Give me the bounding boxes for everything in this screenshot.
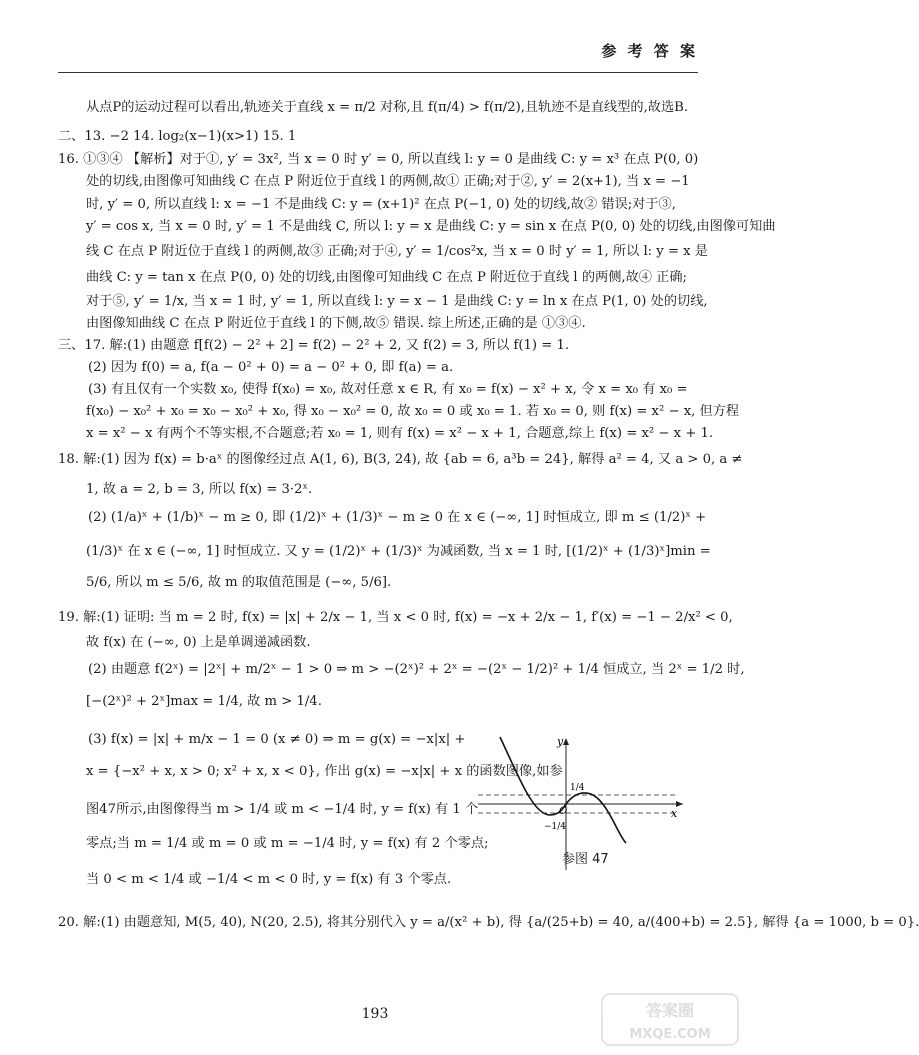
text-line: (1/3)ˣ 在 x ∈ (−∞, 1] 时恒成立. 又 y = (1/2)ˣ + (1/3)ˣ 为减函数, 当 x = 1 时, [(1/2)ˣ + (1/3)ˣ]min = (86, 544, 711, 559)
text-line: 零点;当 m = 1/4 或 m = 0 或 m = −1/4 时, y = f(x) 有 2 个零点; (86, 836, 489, 851)
text-line: x = {−x² + x, x > 0; x² + x, x < 0}, 作出 g(x) = −x|x| + x 的函数图像,如参 (86, 764, 563, 779)
text-line: 故 f(x) 在 (−∞, 0) 上是单调递减函数. (86, 635, 311, 650)
y-axis-arrow-icon (563, 738, 569, 745)
x-axis-label: x (671, 807, 678, 820)
text-line: 时, y′ = 0, 所以直线 l: x = −1 不是曲线 C: y = (x+1)² 在点 P(−1, 0) 处的切线,故② 错误;对于③, (86, 197, 676, 212)
svg-text:MXQE.COM: MXQE.COM (629, 1027, 711, 1042)
figure-caption: 参图 47 (562, 852, 609, 867)
y-axis-label: y (557, 735, 564, 748)
watermark-logo (600, 992, 740, 1047)
text-line: (2) (1/a)ˣ + (1/b)ˣ − m ≥ 0, 即 (1/2)ˣ + (1/3)ˣ − m ≥ 0 在 x ∈ (−∞, 1] 时恒成立, 即 m ≤ (1/2)ˣ + (88, 510, 707, 525)
text-line: 处的切线,由图像可知曲线 C 在点 P 附近位于直线 l 的两侧,故① 正确;对于②, y′ = 2(x+1), 当 x = −1 (86, 174, 690, 189)
text-line: 对于⑤, y′ = 1/x, 当 x = 1 时, y′ = 1, 所以直线 l: y = x − 1 是曲线 C: y = ln x 在点 P(1, 0) 处的切线, (86, 294, 708, 309)
text-line: 5/6, 所以 m ≤ 5/6, 故 m 的取值范围是 (−∞, 5/6]. (86, 575, 392, 590)
header-divider (58, 72, 698, 73)
text-line: x = x² − x 有两个不等实根,不合题意;若 x₀ = 1, 则有 f(x) = x² − x + 1, 合题意,综上 f(x) = x² − x + 1. (86, 426, 714, 441)
text-line: 16. ①③④ 【解析】对于①, y′ = 3x², 当 x = 0 时 y′ = 0, 所以直线 l: y = 0 是曲线 C: y = x³ 在点 P(0, 0) (58, 152, 699, 167)
label-neg-quarter: −1/4 (544, 822, 567, 832)
text-line: 由图像知曲线 C 在点 P 附近位于直线 l 的下侧,故⑤ 错误. 综上所述,正确的是 ①③④. (86, 316, 586, 331)
text-line: 图47所示,由图像得当 m > 1/4 或 m < −1/4 时, y = f(x) 有 1 个 (86, 802, 479, 817)
text-line: [−(2ˣ)² + 2ˣ]max = 1/4, 故 m > 1/4. (86, 694, 322, 709)
page-number: 193 (361, 1006, 389, 1022)
page-header-title: 参 考 答 案 (601, 42, 698, 60)
text-line: (3) 有且仅有一个实数 x₀, 使得 f(x₀) = x₀, 故对任意 x ∈ R, 有 x₀ = f(x) − x² + x, 令 x = x₀ 有 x₀ = (88, 382, 688, 397)
origin-label: O (559, 806, 568, 817)
text-line: 当 0 < m < 1/4 或 −1/4 < m < 0 时, y = f(x) 有 3 个零点. (86, 872, 452, 887)
text-line: (3) f(x) = |x| + m/x − 1 = 0 (x ≠ 0) ⇒ m = g(x) = −x|x| + (88, 732, 466, 747)
text-line: (2) 因为 f(0) = a, f(a − 0² + 0) = a − 0² + 0, 即 f(a) = a. (88, 360, 454, 375)
text-line: 曲线 C: y = tan x 在点 P(0, 0) 处的切线,由图像可知曲线 C 在点 P 附近位于直线 l 的两侧,故④ 正确; (86, 270, 687, 285)
text-line: 20. 解:(1) 由题意知, M(5, 40), N(20, 2.5), 将其分别代入 y = a/(x² + b), 得 {a/(25+b) = 40, a/(400+b) = 2.5}, 解得 {a = 1000, b = 0}. (58, 915, 919, 930)
text-line: 线 C 在点 P 附近位于直线 l 的两侧,故③ 正确;对于④, y′ = 1/cos²x, 当 x = 0 时 y′ = 1, 所以 l: y = x 是 (86, 244, 708, 259)
svg-text:答案圈: 答案圈 (645, 1001, 695, 1020)
text-line: 18. 解:(1) 因为 f(x) = b·aˣ 的图像经过点 A(1, 6), B(3, 24), 故 {ab = 6, a³b = 24}, 解得 a² = 4, 又 a > 0, a ≠ (58, 452, 743, 467)
text-line: f(x₀) − x₀² + x₀ = x₀ − x₀² + x₀, 得 x₀ − x₀² = 0, 故 x₀ = 0 或 x₀ = 1. 若 x₀ = 0, 则 f(x) = x² − x, 但方程 (86, 404, 740, 419)
text-line: y′ = cos x, 当 x = 0 时, y′ = 1 不是曲线 C, 所以 l: y = x 是曲线 C: y = sin x 在点 P(0, 0) 处的切线,由图像可知曲 (86, 219, 776, 234)
text-line: 19. 解:(1) 证明: 当 m = 2 时, f(x) = |x| + 2/x − 1, 当 x < 0 时, f(x) = −x + 2/x − 1, f′(x) = −1 − 2/x² < 0, (58, 610, 733, 625)
text-line: 从点P的运动过程可以看出,轨迹关于直线 x = π/2 对称,且 f(π/4) > f(π/2),且轨迹不是直线型的,故选B. (86, 100, 689, 115)
text-line: 1, 故 a = 2, b = 3, 所以 f(x) = 3·2ˣ. (86, 482, 313, 497)
text-line: (2) 由题意 f(2ˣ) = |2ˣ| + m/2ˣ − 1 > 0 ⇒ m > −(2ˣ)² + 2ˣ = −(2ˣ − 1/2)² + 1/4 恒成立, 当 2ˣ = 1/2 时, (88, 662, 745, 677)
label-quarter: 1/4 (570, 783, 585, 793)
text-line: 二、13. −2 14. log₂(x−1)(x>1) 15. 1 (58, 129, 297, 144)
text-line: 三、17. 解:(1) 由题意 f[f(2) − 2² + 2] = f(2) − 2² + 2, 又 f(2) = 3, 所以 f(1) = 1. (58, 338, 570, 353)
